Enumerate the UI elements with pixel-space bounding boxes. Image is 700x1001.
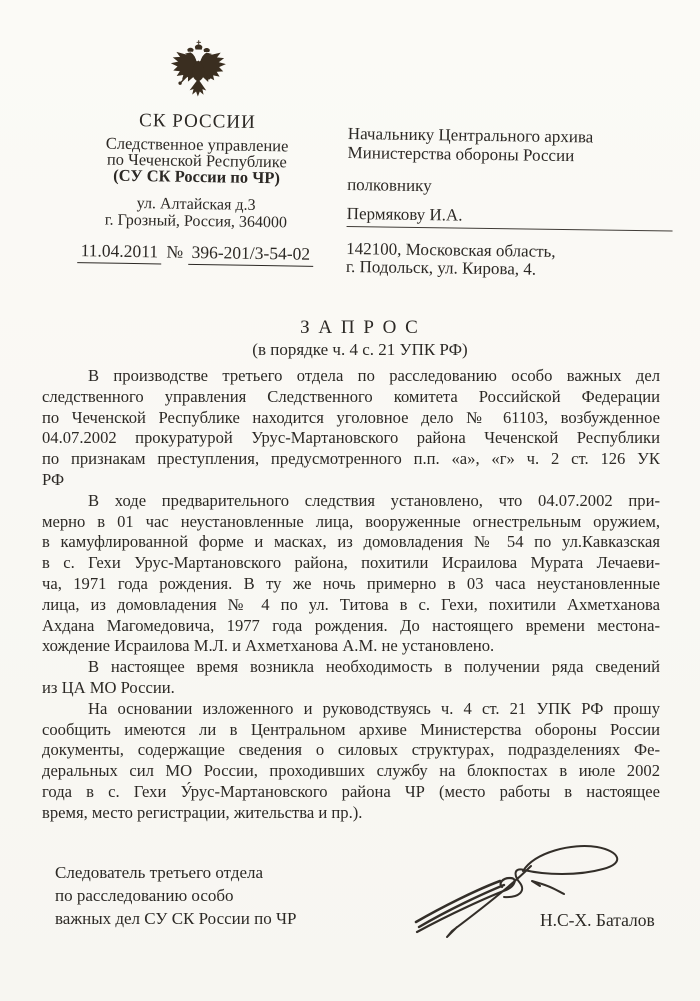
body-line: сообщить имеются ли в Центральном архиве Министерства обороны России: [42, 719, 660, 739]
sender-letterhead: [70, 38, 323, 264]
paragraph-1: [42, 366, 660, 491]
signer-position-line: по расследованию особо: [55, 886, 234, 905]
body-line: года в с. Гехи У́рус-Мартановского района ЧР (место работы в настоящее: [42, 781, 660, 801]
body-line: В настоящее время возникла необходимость в получении ряда сведений: [88, 657, 660, 677]
body-line: в камуфлированной форме и масках, из домовладения № 54 по ул.Кавказская: [42, 532, 660, 552]
number-sign: №: [166, 241, 184, 262]
addressee-line1: Начальнику Центрального архива: [347, 124, 594, 147]
body-line: Ахдана Магомедовича, 1977 года рождения. До настоящего времени местона-: [42, 615, 660, 635]
body-line: В ходе предварительного следствия установлено, что 04.07.2002 при-: [88, 490, 660, 510]
body-line: РФ: [42, 469, 65, 489]
body-line: лица, из домовладения № 4 по ул. Титова в с. Гехи, похитили Ахметханова: [42, 594, 660, 614]
handwritten-signature-icon: [402, 840, 672, 950]
paragraph-2: [42, 491, 660, 657]
addressee-postal-line1: 142100, Московская область,: [346, 238, 556, 261]
signer-position-line: важных дел СУ СК России по ЧР: [55, 909, 297, 928]
body-line: время, место регистрации, жительства и пр.).: [42, 802, 363, 822]
body-line: В производстве третьего отдела по расследованию особо важных дел: [88, 366, 660, 385]
org-name-short: СК РОССИИ: [138, 110, 256, 133]
body-line: деральных сил МО России, проходивших службу на блокпостах в июле 2002: [42, 761, 660, 781]
body-line: хождение Исраилова М.Л. и Ахметханова А.М. не установлено.: [42, 636, 495, 656]
double-headed-eagle-icon: [169, 40, 228, 103]
document-subtitle: (в порядке ч. 4 с. 21 УПК РФ): [252, 340, 468, 359]
org-abbreviation: (СУ СК России по ЧР): [113, 165, 281, 187]
body-line: мерно в 01 час неустановленные лица, вооруженные огнестрельным оружием,: [42, 511, 660, 531]
body-line: по Чеченской Республике находится уголовное дело № 61103, возбужденное: [42, 407, 660, 427]
addressee-line2: Министерства обороны России: [347, 142, 575, 166]
sender-city: г. Грозный, Россия, 364000: [104, 211, 288, 232]
body-line: 04.07.2002 прокуратурой Урус-Мартановского района Чеченской Республики: [42, 428, 660, 448]
addressee-name: Пермякову И.А.: [346, 203, 463, 225]
document-title-block: [50, 318, 670, 360]
addressee-postal-line2: г. Подольск, ул. Кирова, 4.: [345, 256, 537, 279]
body-line: из ЦА МО России.: [42, 677, 175, 697]
signer-name: Н.С-Х. Баталов: [540, 910, 655, 930]
org-name-line1: Следственное управление: [105, 133, 289, 156]
signer-position-line: Следователь третьего отдела: [55, 863, 264, 882]
paragraph-4: [42, 699, 660, 824]
outgoing-date: 11.04.2011: [77, 240, 161, 264]
body-line: в с. Гехи Урус-Мартановского района, похитили Исраилова Мурата Лечаеви-: [42, 553, 660, 573]
body-line: следственного управления Следственного комитета Российской Федерации: [42, 386, 660, 406]
addressee-rank: полковнику: [347, 174, 432, 196]
outgoing-reference: [70, 240, 320, 264]
document-title: З А П Р О С: [300, 317, 420, 338]
body-line: На основании изложенного и руководствуясь ч. 4 ст. 21 УПК РФ прошу: [88, 698, 660, 718]
letter-body: [42, 366, 660, 824]
addressee-block: [346, 124, 674, 281]
body-line: документы, содержащие сведения о силовых структурах, подразделениях Фе-: [42, 740, 660, 760]
outgoing-number: 396-201/3-54-02: [188, 242, 313, 267]
paragraph-3: [42, 657, 660, 699]
signer-position-block: [55, 861, 296, 930]
body-line: по признакам преступления, предусмотренного п.п. «а», «г» ч. 2 ст. 126 УК: [42, 449, 660, 469]
body-line: ча, 1971 года рождения. В ту же ночь примерно в 03 часа неустановленные: [42, 573, 660, 593]
org-name-line2: по Чеченской Республике: [106, 149, 287, 172]
sender-street: ул. Алтайская д.3: [136, 194, 256, 214]
